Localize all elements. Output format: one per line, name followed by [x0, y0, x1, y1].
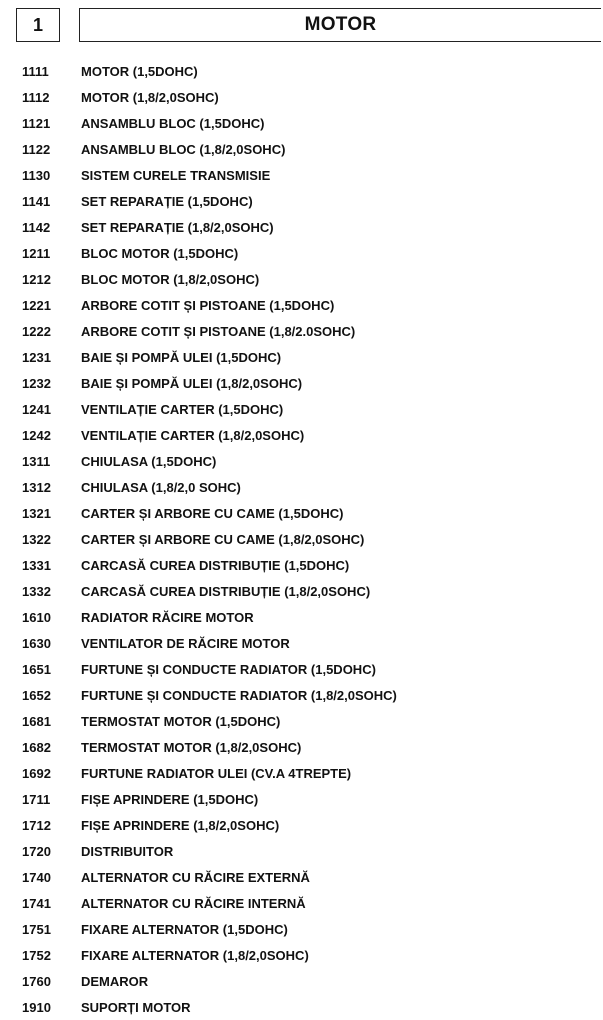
item-code: 1211: [22, 245, 51, 261]
item-code: 1312: [22, 479, 51, 495]
list-item: [0, 500, 603, 526]
item-label: TERMOSTAT MOTOR (1,8/2,0SOHC): [81, 739, 302, 755]
item-code: 1630: [22, 635, 51, 651]
item-code: 1741: [22, 895, 51, 911]
item-label: FIXARE ALTERNATOR (1,5DOHC): [81, 921, 288, 937]
list-item: [0, 266, 603, 292]
item-code: 1111: [22, 63, 49, 79]
list-item: [0, 812, 603, 838]
item-code: 1121: [22, 115, 51, 131]
item-code: 1651: [22, 661, 51, 677]
item-label: FIXARE ALTERNATOR (1,8/2,0SOHC): [81, 947, 309, 963]
item-code: 1221: [22, 297, 51, 313]
list-item: [0, 110, 603, 136]
item-code: 1331: [22, 557, 51, 573]
item-label: MOTOR (1,5DOHC): [81, 63, 198, 79]
item-code: 1760: [22, 973, 51, 989]
list-item: [0, 474, 603, 500]
list-item: [0, 734, 603, 760]
list-item: [0, 916, 603, 942]
list-item: [0, 708, 603, 734]
item-code: 1122: [22, 141, 51, 157]
list-item: [0, 370, 603, 396]
item-code: 1242: [22, 427, 51, 443]
list-item: [0, 58, 603, 84]
item-code: 1692: [22, 765, 51, 781]
item-code: 1311: [22, 453, 51, 469]
item-label: MOTOR (1,8/2,0SOHC): [81, 89, 219, 105]
list-item: [0, 292, 603, 318]
item-label: RADIATOR RĂCIRE MOTOR: [81, 609, 254, 625]
item-label: BAIE ȘI POMPĂ ULEI (1,5DOHC): [81, 349, 282, 365]
list-item: [0, 838, 603, 864]
list-item: [0, 396, 603, 422]
list-item: [0, 786, 603, 812]
list-item: [0, 214, 603, 240]
list-item: [0, 448, 603, 474]
item-label: FURTUNE ȘI CONDUCTE RADIATOR (1,5DOHC): [81, 661, 376, 677]
list-item: [0, 240, 603, 266]
list-item: [0, 890, 603, 916]
parts-list: [0, 58, 603, 1020]
item-label: BLOC MOTOR (1,8/2,0SOHC): [81, 271, 260, 287]
item-code: 1752: [22, 947, 51, 963]
list-item: [0, 84, 603, 110]
item-label: SUPORȚI MOTOR: [81, 999, 191, 1015]
item-code: 1720: [22, 843, 51, 859]
list-item: [0, 994, 603, 1020]
list-item: [0, 578, 603, 604]
item-label: ALTERNATOR CU RĂCIRE EXTERNĂ: [81, 869, 310, 885]
item-label: SISTEM CURELE TRANSMISIE: [81, 167, 271, 183]
item-code: 1712: [22, 817, 51, 833]
item-label: SET REPARAȚIE (1,5DOHC): [81, 193, 253, 209]
item-code: 1222: [22, 323, 51, 339]
item-label: ALTERNATOR CU RĂCIRE INTERNĂ: [81, 895, 306, 911]
item-code: 1332: [22, 583, 51, 599]
item-label: TERMOSTAT MOTOR (1,5DOHC): [81, 713, 281, 729]
item-label: ARBORE COTIT ȘI PISTOANE (1,5DOHC): [81, 297, 335, 313]
list-item: [0, 136, 603, 162]
list-item: [0, 630, 603, 656]
item-code: 1910: [22, 999, 51, 1015]
item-code: 1751: [22, 921, 51, 937]
item-code: 1740: [22, 869, 51, 885]
item-label: VENTILAȚIE CARTER (1,5DOHC): [81, 401, 284, 417]
item-label: FURTUNE ȘI CONDUCTE RADIATOR (1,8/2,0SOHC): [81, 687, 397, 703]
list-item: [0, 656, 603, 682]
list-item: [0, 422, 603, 448]
item-label: DISTRIBUITOR: [81, 843, 174, 859]
item-label: BLOC MOTOR (1,5DOHC): [81, 245, 239, 261]
item-label: ANSAMBLU BLOC (1,5DOHC): [81, 115, 265, 131]
item-label: VENTILAȚIE CARTER (1,8/2,0SOHC): [81, 427, 305, 443]
list-item: [0, 760, 603, 786]
item-label: ARBORE COTIT ȘI PISTOANE (1,8/2.0SOHC): [81, 323, 356, 339]
item-label: FIȘE APRINDERE (1,5DOHC): [81, 791, 259, 807]
item-code: 1231: [22, 349, 51, 365]
list-item: [0, 526, 603, 552]
section-number: 1: [16, 8, 60, 42]
list-item: [0, 344, 603, 370]
item-code: 1212: [22, 271, 51, 287]
item-label: SET REPARAȚIE (1,8/2,0SOHC): [81, 219, 274, 235]
item-code: 1711: [22, 791, 51, 807]
list-item: [0, 864, 603, 890]
list-item: [0, 188, 603, 214]
item-label: DEMAROR: [81, 973, 149, 989]
item-code: 1321: [22, 505, 51, 521]
item-code: 1682: [22, 739, 51, 755]
item-code: 1241: [22, 401, 51, 417]
item-code: 1141: [22, 193, 51, 209]
item-label: CARCASĂ CUREA DISTRIBUȚIE (1,8/2,0SOHC): [81, 583, 371, 599]
item-label: VENTILATOR DE RĂCIRE MOTOR: [81, 635, 290, 651]
list-item: [0, 604, 603, 630]
list-item: [0, 552, 603, 578]
list-item: [0, 682, 603, 708]
item-label: CHIULASA (1,8/2,0 SOHC): [81, 479, 241, 495]
section-header: [16, 8, 602, 44]
item-code: 1681: [22, 713, 51, 729]
item-label: FURTUNE RADIATOR ULEI (CV.A 4TREPTE): [81, 765, 352, 781]
item-label: FIȘE APRINDERE (1,8/2,0SOHC): [81, 817, 280, 833]
item-code: 1232: [22, 375, 51, 391]
item-label: CHIULASA (1,5DOHC): [81, 453, 217, 469]
list-item: [0, 318, 603, 344]
item-code: 1652: [22, 687, 51, 703]
item-code: 1142: [22, 219, 51, 235]
item-label: CARTER ȘI ARBORE CU CAME (1,8/2,0SOHC): [81, 531, 365, 547]
item-code: 1112: [22, 89, 50, 105]
item-code: 1322: [22, 531, 51, 547]
item-label: CARCASĂ CUREA DISTRIBUȚIE (1,5DOHC): [81, 557, 350, 573]
item-label: CARTER ȘI ARBORE CU CAME (1,5DOHC): [81, 505, 344, 521]
list-item: [0, 162, 603, 188]
item-code: 1610: [22, 609, 51, 625]
item-code: 1130: [22, 167, 51, 183]
item-label: ANSAMBLU BLOC (1,8/2,0SOHC): [81, 141, 286, 157]
list-item: [0, 968, 603, 994]
section-title: MOTOR: [79, 8, 601, 42]
list-item: [0, 942, 603, 968]
item-label: BAIE ȘI POMPĂ ULEI (1,8/2,0SOHC): [81, 375, 303, 391]
